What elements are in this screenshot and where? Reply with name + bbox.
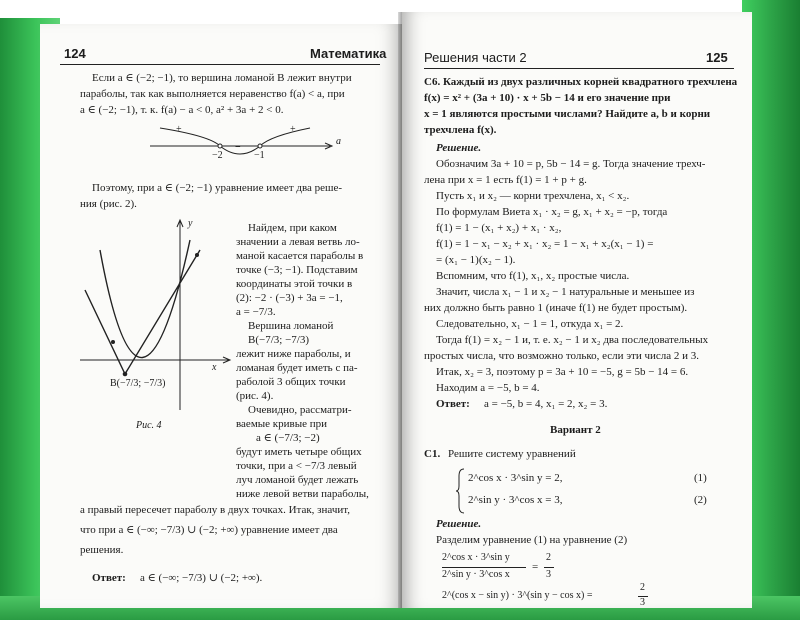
frac1-rhs-num: 2 — [546, 552, 551, 563]
sign-tick-left: −2 — [212, 150, 223, 161]
parabola-figure — [80, 220, 240, 420]
eq-last: 2^(cos x − sin y) · 3^(sin y − cos x) = — [442, 590, 593, 601]
frac1-rhs-den: 3 — [546, 569, 551, 580]
side-line-10: лежит ниже параболы, и — [236, 348, 351, 360]
right-page-number: 125 — [706, 50, 728, 65]
frac1-denominator: 2^sin y · 3^cos x — [442, 569, 510, 580]
left-header-rule — [60, 64, 380, 65]
p3-line-3: решения. — [80, 544, 124, 556]
frac1-equals: = — [532, 561, 539, 573]
side-line-7: a = −7/3. — [236, 306, 276, 318]
p1-line-1: Если a ∈ (−2; −1), то вершина ломаной B лежит внутри — [92, 72, 352, 84]
system-eq2-num: (2) — [694, 494, 707, 506]
right-page — [402, 12, 752, 608]
side-line-19: луч ломаной будет лежать — [236, 474, 359, 486]
left-page — [40, 24, 402, 608]
tangent-point — [111, 340, 115, 344]
sol-line-9: Значит, числа x₁ − 1 и x₂ − 1 натуральные и меньшее из — [436, 286, 695, 298]
fig4-x-label: x — [212, 362, 217, 373]
fig4-caption: Рис. 4 — [136, 420, 162, 431]
solution-label: Решение. — [436, 142, 482, 154]
system-brace-icon — [456, 468, 466, 514]
p3-line-2: что при a ∈ (−∞; −7/3) ∪ (−2; +∞) уравнение имеет два — [80, 524, 338, 536]
p1-line-2: параболы, так как выполняется неравенство f(a) < a, при — [80, 88, 345, 100]
p1-line-3: a ∈ (−2; −1), т. к. f(a) − a < 0, a² + 3a + 2 < 0. — [80, 104, 284, 116]
variant-title: Вариант 2 — [550, 424, 601, 436]
side-line-3: маной касается параболы в — [236, 250, 364, 262]
sign-point-right — [258, 144, 262, 148]
side-line-17: будут иметь четыре общих — [236, 446, 362, 458]
sol-line-12: Тогда f(1) = x₂ − 1 и, т. е. x₂ − 1 и x₂ два последовательных — [436, 334, 709, 346]
side-line-8: Вершина ломаной — [248, 320, 334, 332]
right-answer-label: Ответ: — [436, 398, 470, 410]
side-line-12: раболой 3 общих точки — [236, 376, 346, 388]
p2-line-1: Поэтому, при a ∈ (−2; −1) уравнение имеет два реше- — [92, 182, 343, 194]
sign-axis-label: a — [336, 136, 341, 147]
sign-minus: − — [235, 142, 241, 153]
right-answer-value: a = −5, b = 4, x₁ = 2, x₂ = 3. — [484, 398, 608, 410]
sign-plus-left: + — [176, 124, 182, 135]
c1-text: Решите систему уравнений — [448, 448, 576, 460]
side-line-18: точки, при a < −7/3 левый — [236, 460, 357, 472]
eq-last-rhs-den: 3 — [640, 597, 645, 608]
c6-line-1: С6. Каждый из двух различных корней квадратного трехчлена — [424, 76, 738, 88]
sol-line-7: = (x₁ − 1)(x₂ − 1). — [436, 254, 516, 266]
right-header-title: Решения части 2 — [424, 50, 527, 65]
side-line-4: точке (−3; −1). Подставим — [236, 264, 358, 276]
side-line-14: Очевидно, рассматри- — [248, 404, 352, 416]
left-answer-label: Ответ: — [92, 572, 126, 584]
sol-line-6: f(1) = 1 − x₁ − x₂ + x₁ · x₂ = 1 − x₁ + x₂(x₁ − 1) = — [436, 238, 654, 250]
solution2-label: Решение. — [436, 518, 482, 530]
sol-line-14: Итак, x₂ = 3, поэтому p = 3a + 10 = −5, g = 5b − 14 = 6. — [436, 366, 689, 378]
system-eq1-num: (1) — [694, 472, 707, 484]
side-line-15: ваемые кривые при — [236, 418, 328, 430]
side-line-13: (рис. 4). — [236, 390, 274, 402]
sign-tick-right: −1 — [254, 150, 265, 161]
c6-line-3: x = 1 являются простыми числами? Найдите a, b и корни — [424, 108, 711, 120]
side-line-5: координаты этой точки в — [236, 278, 353, 290]
sol-line-2: лена при x = 1 есть f(1) = 1 + p + g. — [424, 174, 587, 186]
sol-line-11: Следовательно, x₁ − 1 = 1, откуда x₁ = 2. — [436, 318, 624, 330]
frac1-numerator: 2^cos x · 3^sin y — [442, 552, 510, 563]
side-line-6: (2): −2 · (−3) + 3a = −1, — [236, 292, 343, 304]
sol-line-4: По формулам Виета x₁ · x₂ = g, x₁ + x₂ = −p, тогда — [436, 206, 668, 218]
side-line-2: значении a левая ветвь ло- — [236, 236, 360, 248]
c6-line-2: f(x) = x² + (3a + 10) · x + 5b − 14 и его значение при — [424, 92, 671, 104]
side-line-11: ломаная будет иметь с па- — [236, 362, 358, 374]
left-answer-value: a ∈ (−∞; −7/3) ∪ (−2; +∞). — [140, 572, 263, 584]
right-header-rule — [424, 68, 734, 69]
sol-line-1: Обозначим 3a + 10 = p, 5b − 14 = g. Тогда значение трехч- — [436, 158, 706, 170]
solution2-text: Разделим уравнение (1) на уравнение (2) — [436, 534, 628, 546]
system-eq1: 2^cos x · 3^sin y = 2, — [468, 472, 563, 484]
side-line-20: ниже левой ветви параболы, — [236, 488, 369, 500]
sign-point-left — [218, 144, 222, 148]
p3-line-1: а правый пересечет параболу в двух точках. Итак, значит, — [80, 504, 350, 516]
sol-line-13: простых числа, что возможно только, если эти числа 2 и 3. — [424, 350, 700, 362]
sol-line-5: f(1) = 1 − (x₁ + x₂) + x₁ · x₂, — [436, 222, 562, 234]
system-eq2: 2^sin y · 3^cos x = 3, — [468, 494, 563, 506]
side-line-1: Найдем, при каком — [248, 222, 337, 234]
p2-line-2: ния (рис. 2). — [80, 198, 137, 210]
side-line-9: B(−7/3; −7/3) — [248, 334, 309, 346]
frac1-rhs-bar — [544, 567, 554, 568]
left-header-title: Математика — [310, 46, 387, 61]
sol-line-8: Вспомним, что f(1), x₁, x₂ простые числа. — [436, 270, 630, 282]
fig4-y-label: y — [188, 218, 193, 229]
eq-last-rhs-num: 2 — [640, 582, 645, 593]
left-page-number: 124 — [64, 46, 86, 61]
side-line-16: a ∈ (−7/3; −2) — [256, 432, 320, 444]
c6-line-4: трехчлена f(x). — [424, 124, 497, 136]
c1-label: С1. — [424, 448, 441, 460]
vertex-b-point — [123, 372, 128, 377]
sign-plus-right: + — [290, 124, 296, 135]
intersection-point — [195, 253, 199, 257]
sol-line-15: Находим a = −5, b = 4. — [436, 382, 540, 394]
fig4-point-label: B(−7/3; −7/3) — [110, 378, 166, 389]
sol-line-10: них должно быть равно 1 (иначе f(1) не будет простым). — [424, 302, 688, 314]
frac1-bar — [442, 567, 526, 568]
sol-line-3: Пусть x₁ и x₂ — корни трехчлена, x₁ < x₂. — [436, 190, 630, 202]
